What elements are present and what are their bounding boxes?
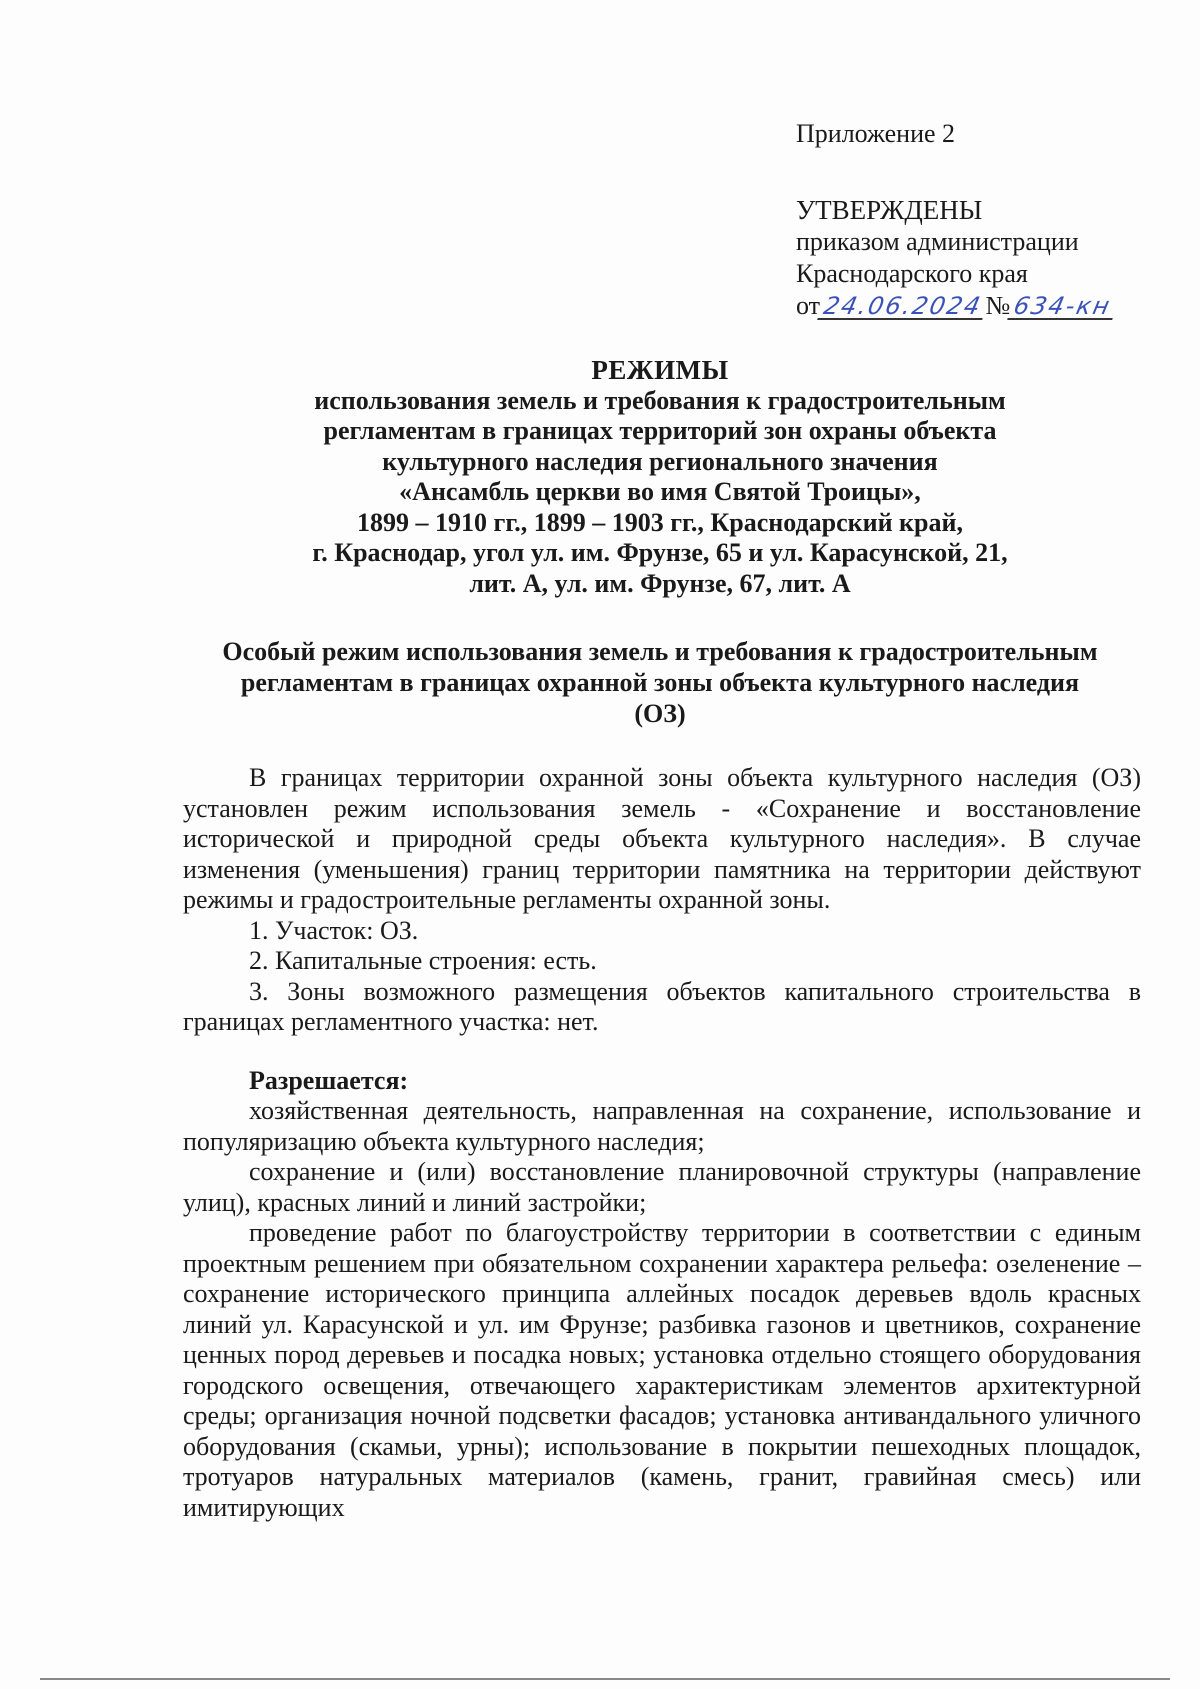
allowed-paragraph: проведение работ по благоустройству территории в соответствии с единым проектным решением при обязательном сохранении характера рельефа: озеленение – сохранение исторического принципа аллейных посадок деревьев вдоль красных линий ул. Карасунской и ул. им Фрунзе; разбивка газонов и цветников, сохранение ценных пород деревьев и посадка новых; установка отдельно стоящего оборудования городского освещения, отвечающего характеристикам элементов архитектурной среды; организация ночной подсветки фасадов; установка антивандального уличного оборудования (скамьи, урны); использование в покрытии пешеходных площадок, тротуаров натуральных материалов (камень, гранит, гравийная смесь) или имитирующих: [183, 1218, 1141, 1522]
handwritten-number: 634-кн: [1008, 294, 1118, 320]
subtitle-line: (ОЗ): [634, 699, 686, 728]
allowed-heading: Разрешается:: [249, 1065, 409, 1095]
subtitle-line: регламентам в границах охранной зоны объекта культурного наследия: [240, 668, 1080, 697]
title-main: РЕЖИМЫ: [591, 355, 729, 385]
allowed-paragraph: сохранение и (или) восстановление планировочной структуры (направление улиц), красных линий и линий застройки;: [183, 1157, 1141, 1217]
document-title: [120, 355, 1200, 599]
order-date-number-line: [796, 290, 1156, 322]
handwritten-date: 24.06.2024: [817, 294, 988, 320]
approval-header: [796, 118, 1156, 322]
title-line: 1899 – 1910 гг., 1899 – 1903 гг., Краснодарский край,: [357, 507, 963, 537]
approved-label: УТВЕРЖДЕНЫ: [796, 195, 983, 225]
intro-paragraph: В границах территории охранной зоны объекта культурного наследия (ОЗ) установлен режим использования земель - «Сохранение и восстановление исторической и природной среды объекта культурного наследия». В случае изменения (уменьшения) границ территории памятника на территории действуют режимы и градостроительные регламенты охранной зоны.: [183, 763, 1141, 914]
title-line: лит. А, ул. им. Фрунзе, 67, лит. А: [469, 568, 851, 598]
list-item: 2. Капитальные строения: есть.: [249, 946, 597, 975]
order-by-line-1: приказом администрации: [796, 227, 1079, 256]
title-line: регламентам в границах территорий зон охраны объекта: [323, 416, 997, 445]
allowed-paragraph: хозяйственная деятельность, направленная на сохранение, использование и популяризацию объекта культурного наследия;: [183, 1096, 1141, 1156]
title-line: использования земель и требования к градостроительным: [314, 385, 1006, 415]
title-line: г. Краснодар, угол ул. им. Фрунзе, 65 и ул. Карасунской, 21,: [312, 538, 1008, 567]
number-prefix: №: [985, 291, 1011, 320]
section-subtitle: [150, 636, 1170, 729]
appendix-label: Приложение 2: [796, 119, 956, 148]
subtitle-line: Особый режим использования земель и требования к градостроительным: [222, 637, 1098, 666]
list-item: 3. Зоны возможного размещения объектов капитального строительства в границах регламентного участка: нет.: [183, 976, 1141, 1036]
title-line: культурного наследия регионального значения: [382, 446, 938, 476]
date-prefix: от: [796, 291, 821, 320]
page-bottom-rule: [40, 1678, 1170, 1680]
paragraph-gap: [183, 1038, 1141, 1066]
title-line: «Ансамбль церкви во имя Святой Троицы»,: [399, 477, 921, 506]
body-text: [183, 763, 1141, 1523]
order-by-line-2: Краснодарского края: [796, 259, 1028, 288]
list-item: 1. Участок: ОЗ.: [249, 915, 419, 945]
